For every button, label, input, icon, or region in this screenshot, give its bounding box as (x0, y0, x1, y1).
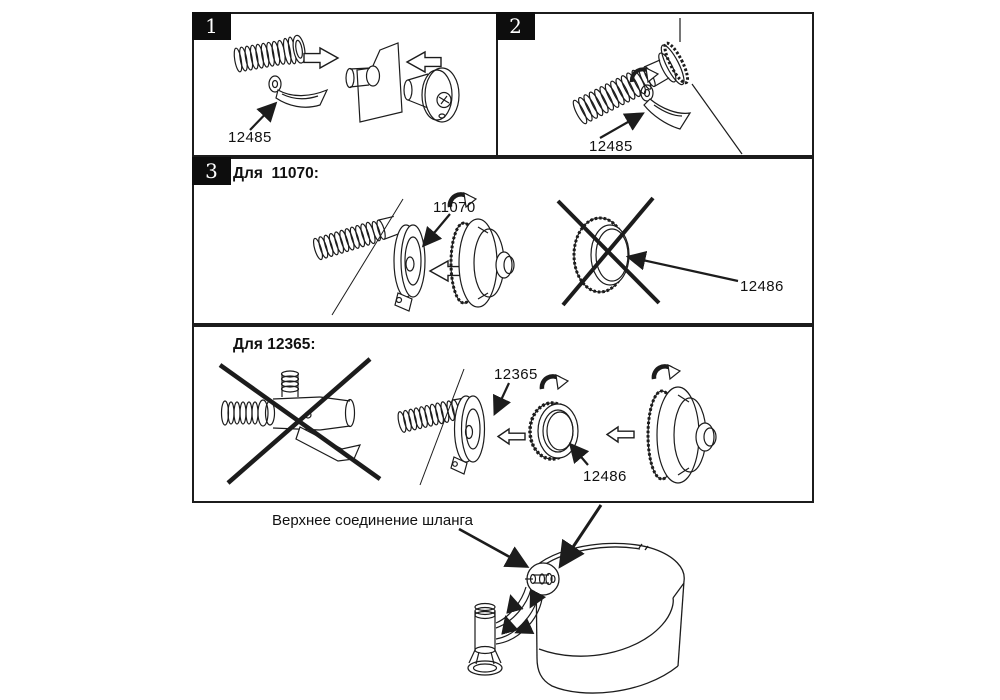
part-label-12485-step1: 12485 (228, 129, 272, 146)
part-label-12486: 12486 (583, 468, 627, 485)
rotate-arrow-icon (542, 375, 568, 389)
strainer-connector-drawing (404, 68, 459, 122)
flange-drawing (420, 369, 485, 485)
crossed-valve-drawing (220, 359, 380, 483)
pool-connection-illustration (192, 503, 814, 700)
label-arrow (424, 214, 450, 245)
part-label-11070: 11070 (433, 199, 476, 216)
wall-panel-drawing (346, 43, 402, 122)
label-arrow (600, 114, 642, 138)
part-label-12365: 12365 (494, 366, 538, 383)
caption-arrow (459, 529, 526, 566)
step2-illustration (496, 12, 814, 157)
label-arrow (571, 445, 588, 465)
part-label-12486-crossed: 12486 (740, 278, 784, 295)
panel-leader-arrow (561, 505, 601, 565)
flange-drawing (332, 199, 425, 315)
crossed-ring-drawing (558, 198, 659, 305)
block-arrow-left-icon (607, 427, 634, 442)
caption-upper-hose-connection: Верхнее соединение шланга (272, 512, 474, 529)
ring-nut-drawing (530, 403, 578, 459)
step-number-3: 3 (192, 157, 231, 185)
heading-for-11070: Для 11070: (233, 165, 319, 182)
rotate-arrow-icon (654, 365, 680, 379)
heading-for-12365: Для 12365: (233, 336, 316, 353)
step-number-2: 2 (496, 12, 535, 40)
hose-drawing (312, 215, 400, 261)
strainer-assembly-drawing (648, 387, 716, 483)
pool-wall-drawing (536, 543, 684, 693)
block-arrow-right-icon (304, 48, 338, 68)
clamp-drawing (269, 76, 327, 107)
label-arrow (250, 104, 275, 130)
block-arrow-left-icon (407, 52, 441, 72)
label-arrow (629, 257, 738, 281)
step-number-1: 1 (192, 12, 231, 40)
part-label-12485-step2: 12485 (589, 138, 633, 155)
label-arrow (495, 383, 509, 413)
cross-line (228, 359, 370, 483)
hose-drawing (232, 34, 306, 74)
pump-hoses-drawing (496, 587, 542, 644)
strainer-assembly-drawing (451, 219, 514, 307)
block-arrow-left-icon (498, 429, 525, 444)
pool-wall-lines (680, 18, 742, 154)
clamp-drawing (641, 85, 690, 129)
